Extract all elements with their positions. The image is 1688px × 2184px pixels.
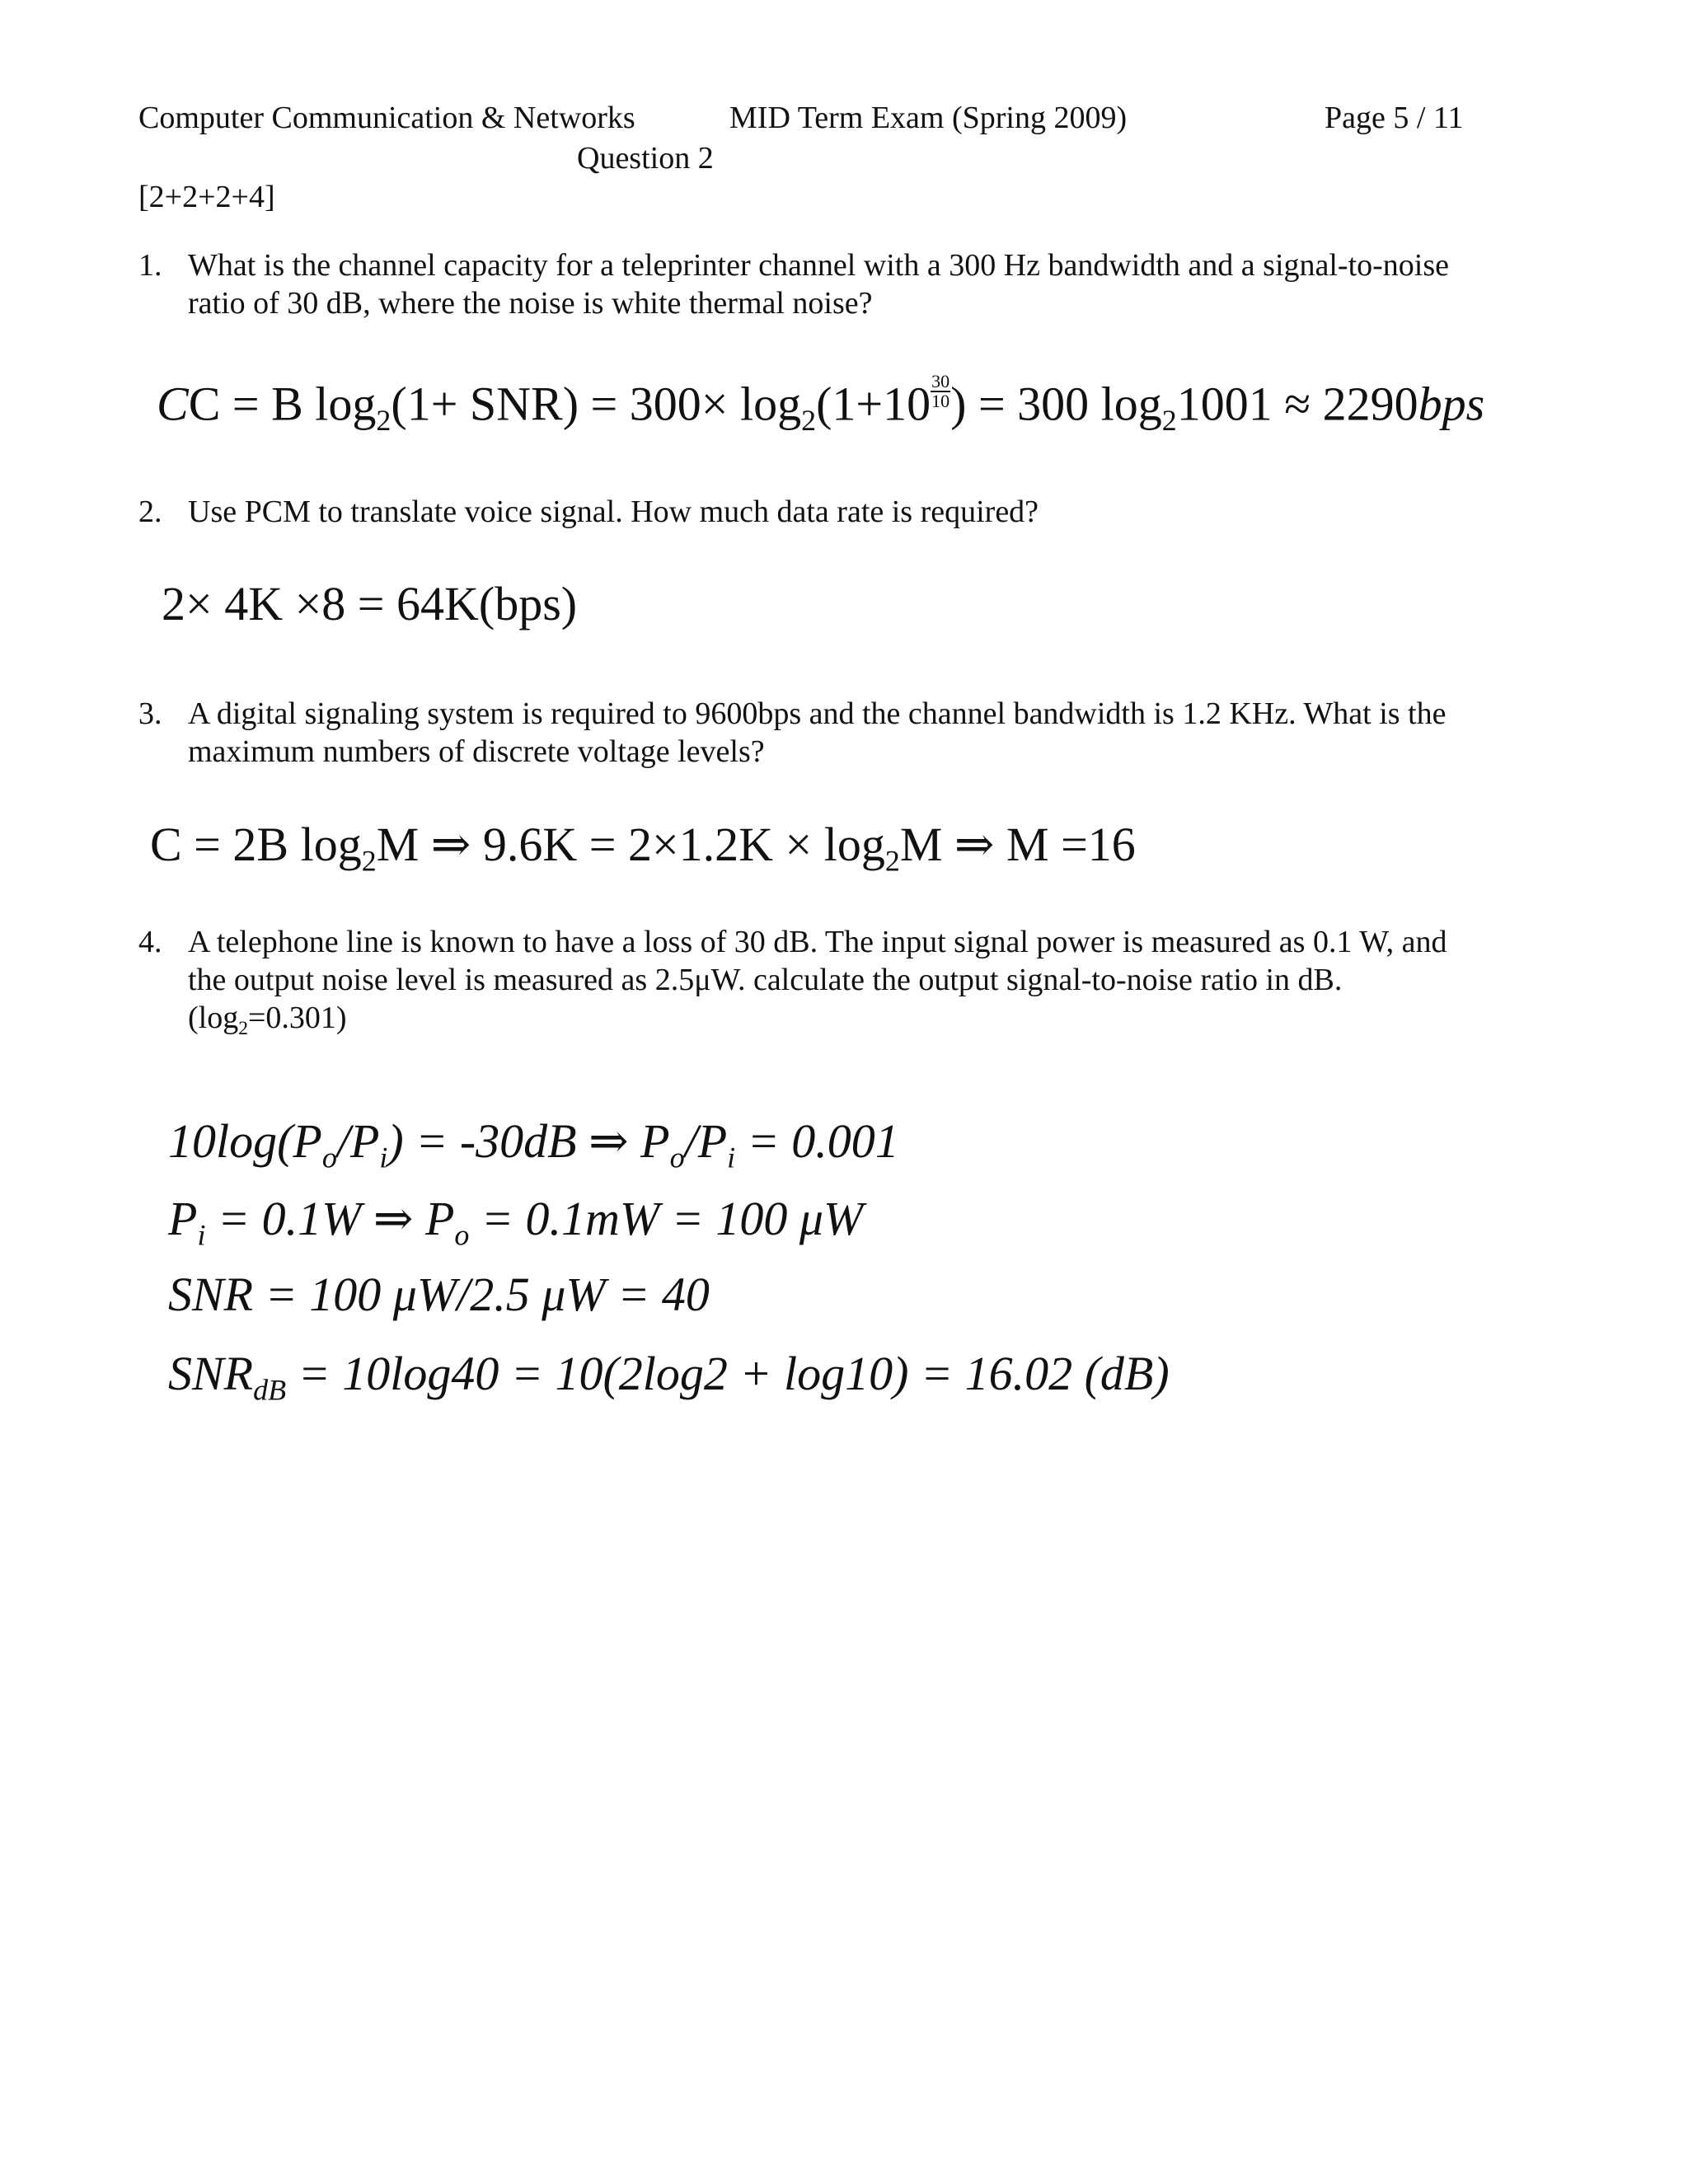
eq-subscript: o xyxy=(669,1141,685,1174)
question-number: 4. xyxy=(138,925,162,959)
eq-part: P xyxy=(168,1192,198,1245)
hint-subscript: 2 xyxy=(238,1018,248,1040)
answer-3-equation xyxy=(150,816,1136,890)
fraction-numerator: 30 xyxy=(931,371,950,391)
eq-subscript: o xyxy=(321,1141,337,1174)
question-4-hint xyxy=(188,999,347,1047)
header-course: Computer Communication & Networks xyxy=(138,101,635,135)
question-title: Question 2 xyxy=(577,141,714,176)
eq-part: M ⇒ 9.6K = 2×1.2K × log xyxy=(376,818,885,871)
eq-subscript: i xyxy=(379,1141,388,1174)
question-3-continued: maximum numbers of discrete voltage levels? xyxy=(188,734,765,769)
answer-4-line-3: SNR = 100 μW/2.5 μW = 40 xyxy=(168,1268,710,1321)
eq-part: (1+10 xyxy=(816,377,931,431)
eq-part: = 0.1mW = 100 μW xyxy=(469,1192,864,1245)
answer-4-line-1 xyxy=(168,1113,899,1187)
hint-text: (log xyxy=(188,1001,239,1035)
eq-part: (1+ SNR) = 300× log xyxy=(391,377,802,431)
question-3 xyxy=(138,695,1446,733)
question-text: A digital signaling system is required to 9600bps and the channel bandwidth is 1.2 KHz. What is the xyxy=(188,696,1447,731)
question-text: What is the channel capacity for a teleprinter channel with a 300 Hz bandwidth and a signal-to-noise xyxy=(188,248,1450,283)
question-1 xyxy=(138,246,1449,284)
question-text: Use PCM to translate voice signal. How much data rate is required? xyxy=(188,494,1039,529)
eq-subscript: i xyxy=(197,1218,206,1252)
eq-subscript: 2 xyxy=(376,404,392,438)
header-exam: MID Term Exam (Spring 2009) xyxy=(729,101,1128,135)
eq-part: = 0.1W ⇒ P xyxy=(205,1192,455,1245)
answer-4-line-2 xyxy=(168,1190,863,1264)
eq-part: 1001 ≈ 2290 xyxy=(1176,377,1418,431)
question-number: 1. xyxy=(138,248,162,283)
question-1-continued: ratio of 30 dB, where the noise is white thermal noise? xyxy=(188,286,873,321)
eq-subscript: 2 xyxy=(361,844,377,878)
eq-subscript: i xyxy=(727,1141,736,1174)
eq-part: M ⇒ M =16 xyxy=(899,818,1136,871)
hint-text: =0.301) xyxy=(248,1001,347,1035)
question-4-continued: the output noise level is measured as 2.5μW. calculate the output signal-to-noise ratio in dB. xyxy=(188,963,1343,997)
marks-breakdown: [2+2+2+4] xyxy=(138,180,275,214)
eq-part: 10log(P xyxy=(168,1114,322,1168)
answer-4-line-4 xyxy=(168,1345,1170,1419)
question-number: 3. xyxy=(138,696,162,731)
eq-part: = 0.001 xyxy=(735,1114,899,1168)
eq-subscript: 2 xyxy=(801,404,817,438)
answer-1-equation: CC = B $\log_2(1+ SNR) = 300\times \log_2(1+10$ $\frac{30}{10}$ ) = 300 $\log_21001 \approx 2290bps$ xyxy=(157,371,1485,438)
eq-subscript: dB xyxy=(253,1373,287,1407)
question-2 xyxy=(138,493,1039,531)
eq-subscript: o xyxy=(454,1218,470,1252)
question-4 xyxy=(138,923,1447,961)
exponent-fraction xyxy=(931,373,950,410)
eq-part: /P xyxy=(336,1114,380,1168)
eq-part: ) = 300 log xyxy=(950,377,1162,431)
header-page-number: Page 5 / 11 xyxy=(1325,101,1464,135)
eq-part: = 10log40 = 10(2log2 + log10) = 16.02 (dB) xyxy=(286,1347,1170,1400)
fraction-denominator: 10 xyxy=(931,391,950,412)
answer-2-equation: 2× 4K ×8 = 64K(bps) xyxy=(162,577,578,630)
eq-subscript: 2 xyxy=(884,844,900,878)
eq-part: ) = -30dB ⇒ P xyxy=(387,1114,670,1168)
eq-unit: bps xyxy=(1418,377,1485,431)
eq-part: SNR xyxy=(168,1347,254,1400)
eq-part: /P xyxy=(684,1114,728,1168)
question-text: A telephone line is known to have a loss of 30 dB. The input signal power is measured as 0.1 W, and xyxy=(188,925,1447,959)
eq-part: C = B log xyxy=(188,377,377,431)
eq-part: C = 2B log xyxy=(150,818,362,871)
eq-subscript: 2 xyxy=(1161,404,1177,438)
question-number: 2. xyxy=(138,494,162,529)
